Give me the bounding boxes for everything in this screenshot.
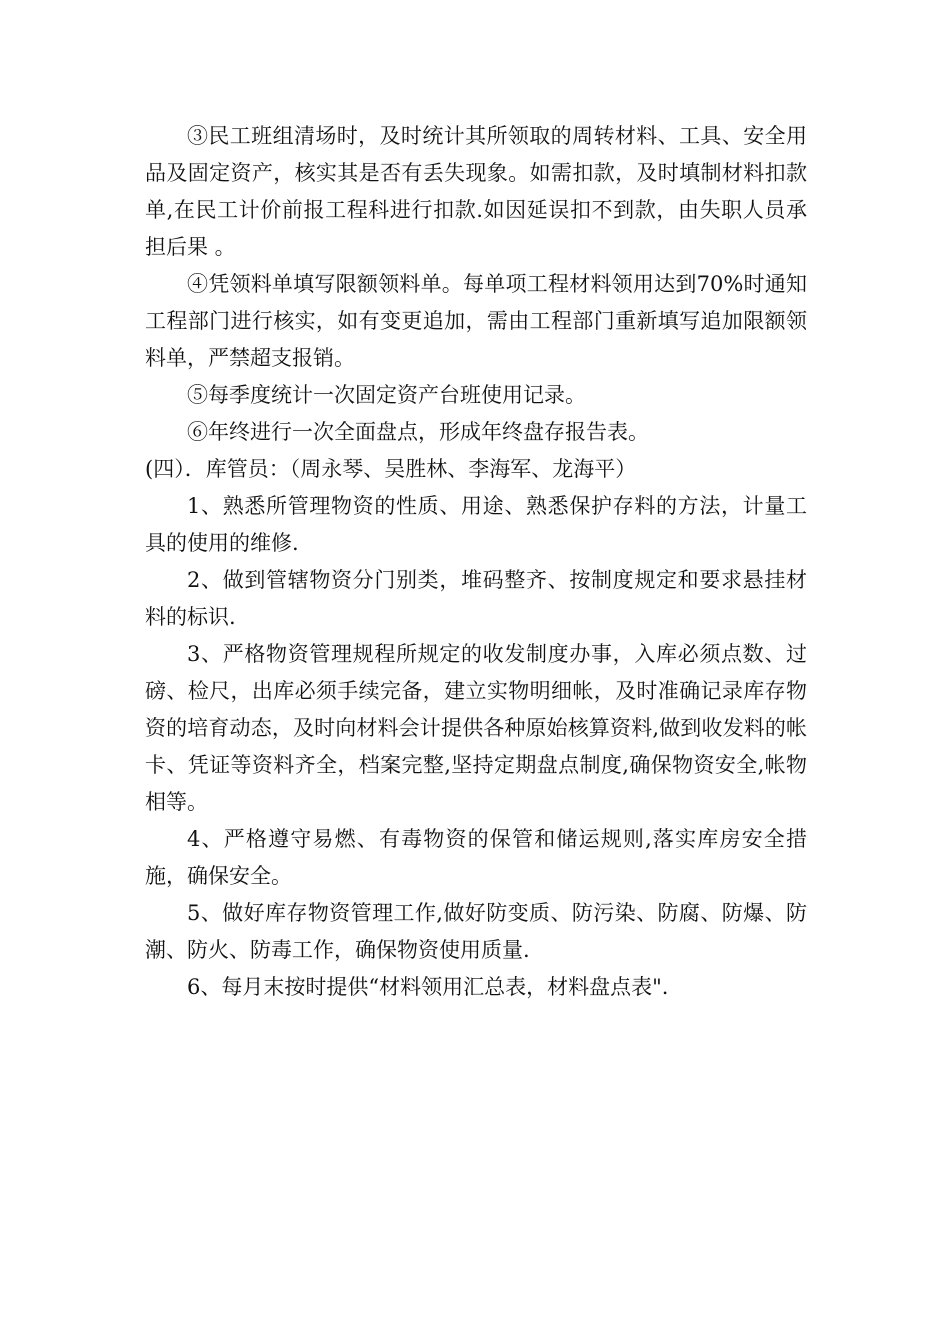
paragraph-item-5: ⑤每季度统计一次固定资产台班使用记录。 — [187, 383, 586, 407]
paragraph-item-6: ⑥年终进行一次全面盘点，形成年终盘存报告表。 — [187, 420, 649, 444]
duty-item-6: 6、每月末按时提供“材料领用汇总表，材料盘点表". — [187, 975, 669, 999]
paragraph-item-4: ④凭领料单填写限额领料单。每单项工程材料领用达到70%时通知工程部门进行核实，如有变更追加，需由工程部门重新填写追加限额领料单，严禁超支报销。 — [145, 272, 807, 370]
duty-item-2: 2、做到管辖物资分门别类，堆码整齐、按制度规定和要求悬挂材料的标识. — [145, 568, 807, 629]
document-body — [145, 118, 807, 1006]
paragraph-item-3: ③民工班组清场时，及时统计其所领取的周转材料、工具、安全用品及固定资产，核实其是否有丢失现象。如需扣款，及时填制材料扣款单,在民工计价前报工程科进行扣款.如因延误扣不到款，由失职人员承担后果 。 — [145, 124, 807, 259]
duty-item-1: 1、熟悉所管理物资的性质、用途、熟悉保护存料的方法，计量工具的使用的维修. — [145, 494, 807, 555]
duty-item-4: 4、严格遵守易燃、有毒物资的保管和储运规则,落实库房安全措施，确保安全。 — [145, 827, 807, 888]
duty-item-3: 3、严格物资管理规程所规定的收发制度办事，入库必须点数、过磅、检尺，出库必须手续完备，建立实物明细帐，及时准确记录库存物资的培育动态，及时向材料会计提供各种原始核算资料,做到收发料的帐卡、凭证等资料齐全，档案完整,坚持定期盘点制度,确保物资安全,帐物相等。 — [145, 642, 807, 814]
section-heading-warehouse-keeper: (四）．库管员：（周永琴、吴胜林、李海军、龙海平） — [145, 457, 637, 481]
duty-item-5: 5、做好库存物资管理工作,做好防变质、防污染、防腐、防爆、防潮、防火、防毒工作，确保物资使用质量. — [145, 901, 807, 962]
